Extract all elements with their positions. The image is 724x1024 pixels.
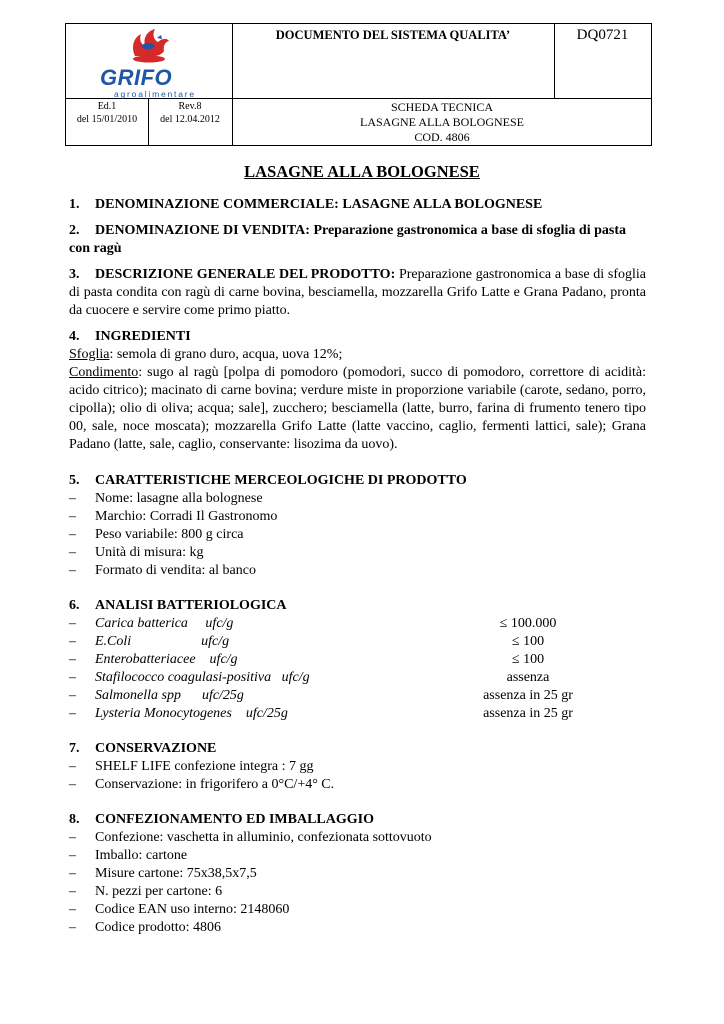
analysis-row: – E.Coli ufc/g ≤ 100	[69, 633, 646, 651]
section-3	[69, 266, 646, 320]
analysis-value: assenza in 25 gr	[483, 706, 573, 721]
section-number: 2.	[69, 223, 80, 238]
section-heading: DESCRIZIONE GENERALE DEL PRODOTTO:	[95, 267, 396, 282]
list-item: – Conservazione: in frigorifero a 0°C/+4° C.	[69, 777, 335, 792]
analysis-name: Enterobatteriacee ufc/g	[95, 652, 238, 667]
section-number: 4.	[69, 329, 80, 344]
edition-date: del 15/01/2010	[76, 114, 138, 125]
section-number: 6.	[69, 598, 80, 613]
section-number: 3.	[69, 267, 80, 282]
analysis-value: ≤ 100	[511, 652, 545, 667]
analysis-row: – Stafilococco coagulasi-positiva ufc/g assenza	[69, 669, 646, 687]
griffin-logo-icon	[121, 26, 177, 66]
system-title: DOCUMENTO DEL SISTEMA QUALITA’	[232, 24, 555, 99]
revision-date: del 12.04.2012	[160, 114, 220, 125]
section-8	[69, 811, 646, 937]
list-item: – Peso variabile: 800 g circa	[69, 527, 244, 542]
analysis-name: Lysteria Monocytogenes ufc/25g	[95, 706, 288, 721]
analysis-value: assenza	[506, 670, 550, 685]
analysis-row: – Carica batterica ufc/g ≤ 100.000	[69, 615, 646, 633]
list-item: – Confezione: vaschetta in alluminio, confezionata sottovuoto	[69, 830, 432, 845]
section-heading: ANALISI BATTERIOLOGICA	[95, 598, 287, 613]
list-item: – Unità di misura: kg	[69, 545, 204, 560]
list-item: – Imballo: cartone	[69, 848, 188, 863]
analysis-row: – Salmonella spp ufc/25g assenza in 25 gr	[69, 687, 646, 705]
analysis-name: Stafilococco coagulasi-positiva ufc/g	[95, 670, 310, 685]
section-7	[69, 740, 646, 794]
section-heading: DENOMINAZIONE DI VENDITA:	[95, 223, 310, 238]
analysis-row: – Lysteria Monocytogenes ufc/25g assenza in 25 gr	[69, 705, 646, 723]
section-number: 1.	[69, 197, 80, 212]
header-table	[65, 23, 652, 146]
logo-subtitle: agroalimentare	[114, 89, 196, 99]
section-text: Preparazione gastronomica a base di sfoglia di pasta con ragù	[69, 223, 626, 256]
section-heading: CONFEZIONAMENTO ED IMBALLAGGIO	[95, 812, 374, 827]
analysis-name: Carica batterica ufc/g	[95, 616, 234, 631]
edition: Ed.1	[97, 101, 117, 112]
sfoglia-text: : semola di grano duro, acqua, uova 12%;	[109, 347, 343, 362]
revision-cell	[148, 98, 233, 145]
page-title: LASAGNE ALLA BOLOGNESE	[244, 162, 480, 181]
analysis-value: ≤ 100.000	[499, 616, 557, 631]
section-text: Preparazione gastronomica a base di sfoglia di pasta condita con ragù di carne bovina, besciamella, mozzarella Grifo Latte e Grana Padano, pronta da cuocere e servire come primo piatto.	[69, 267, 647, 318]
analysis-name: E.Coli ufc/g	[95, 634, 230, 649]
section-number: 7.	[69, 741, 80, 756]
edition-cell	[66, 98, 149, 145]
document-body	[69, 196, 646, 937]
section-number: 8.	[69, 812, 80, 827]
section-heading: CARATTERISTICHE MERCEOLOGICHE DI PRODOTTO	[95, 473, 467, 488]
section-4	[69, 328, 646, 454]
condimento-text: : sugo al ragù [polpa di pomodoro (pomodori, succo di pomodoro, correttore di acidità: acido citrico); macinato di carne bovina; verdure miste in proporzione variabile (carote, sedano, porro, cipolla); olio di oliva; acqua; sale], zucchero; besciamella (latte, burro, farina di frumento tenero tipo 00, sale, noce moscata); mozzarella Grifo Latte (latte vaccino, caglio, fermenti lattici, sale); Grana Padano (latte, sale, caglio, conservante: lisozima da uovo).	[69, 365, 646, 452]
list-item: – N. pezzi per cartone: 6	[69, 884, 223, 899]
section-number: 5.	[69, 473, 80, 488]
logo-wordmark: GRIFO	[100, 65, 173, 90]
scheda-cell	[232, 98, 652, 145]
list-item: – Codice prodotto: 4806	[69, 920, 221, 935]
condimento-label: Condimento	[69, 365, 139, 380]
sfoglia-label: Sfoglia	[69, 347, 110, 362]
scheda-line-1: SCHEDA TECNICA	[390, 100, 494, 114]
list-item: – SHELF LIFE confezione integra : 7 gg	[69, 759, 314, 774]
list-item: – Formato di vendita: al banco	[69, 563, 256, 578]
section-heading: DENOMINAZIONE COMMERCIALE: LASAGNE ALLA BOLOGNESE	[95, 197, 543, 212]
analysis-value: ≤ 100	[511, 634, 545, 649]
section-2	[69, 222, 646, 258]
analysis-name: Salmonella spp ufc/25g	[95, 688, 244, 703]
section-6	[69, 597, 646, 723]
section-heading: INGREDIENTI	[95, 329, 191, 344]
list-item: – Codice EAN uso interno: 2148060	[69, 902, 290, 917]
scheda-line-2: LASAGNE ALLA BOLOGNESE	[360, 115, 524, 129]
logo-cell	[66, 24, 233, 99]
scheda-line-3: COD. 4806	[414, 130, 470, 144]
section-1	[69, 196, 646, 214]
list-item: – Misure cartone: 75x38,5x7,5	[69, 866, 257, 881]
analysis-row: – Enterobatteriacee ufc/g ≤ 100	[69, 651, 646, 669]
section-5	[69, 472, 646, 580]
list-item: – Marchio: Corradi Il Gastronomo	[69, 509, 278, 524]
section-heading: CONSERVAZIONE	[95, 741, 217, 756]
analysis-value: assenza in 25 gr	[483, 688, 573, 703]
list-item: – Nome: lasagne alla bolognese	[69, 491, 263, 506]
doc-code: DQ0721	[554, 24, 651, 99]
revision: Rev.8	[178, 101, 202, 112]
